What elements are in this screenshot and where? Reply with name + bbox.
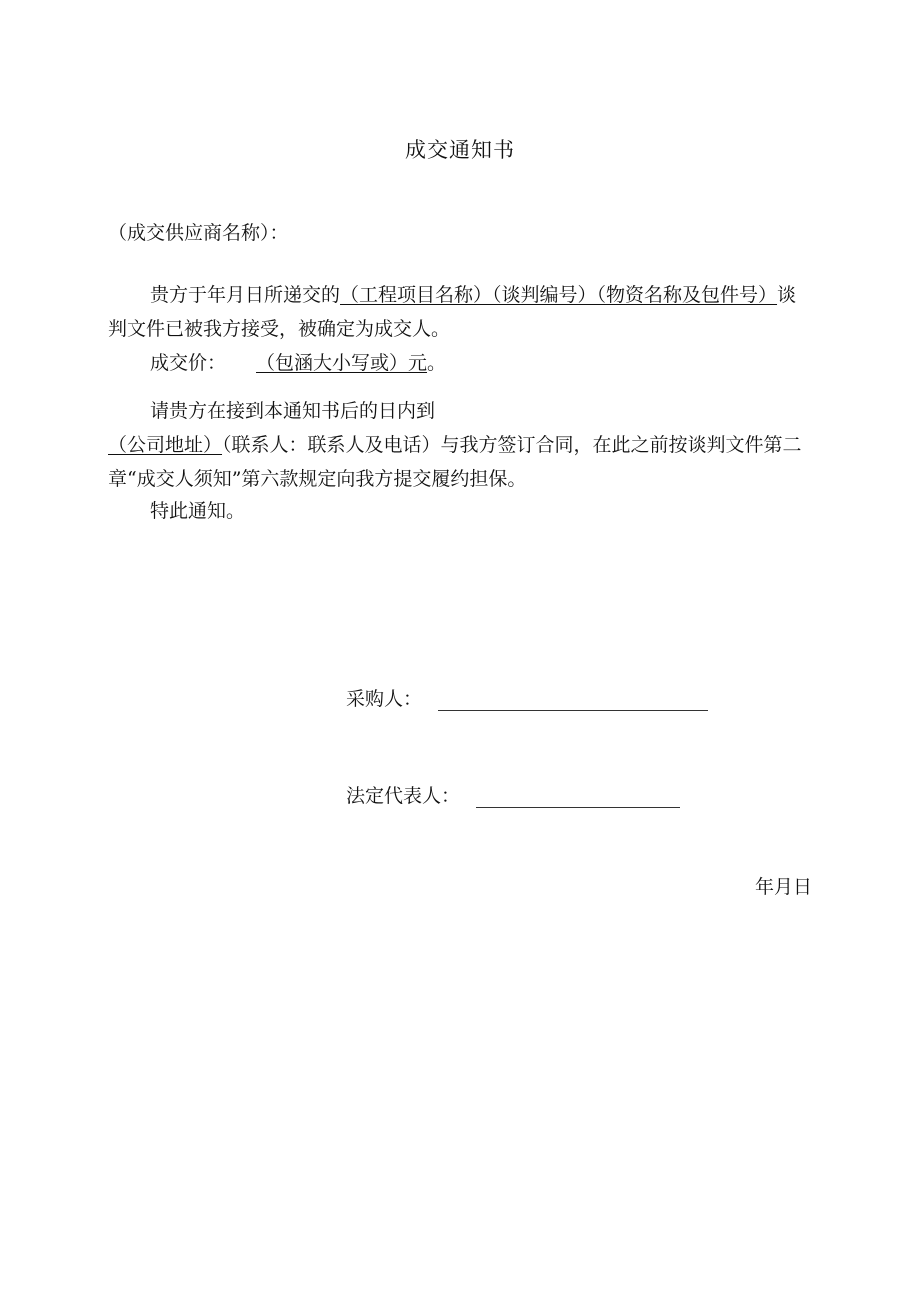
price-paragraph (108, 346, 814, 380)
price-placeholder: （包涵大小写或）元 (256, 352, 428, 374)
addressee: （成交供应商名称）： (108, 222, 289, 244)
closing-paragraph (108, 494, 814, 528)
buyer-label: 采购人： (346, 688, 423, 710)
acceptance-suffix: 谈判文件已被我方接受，被确定为成交人。 (108, 284, 797, 340)
price-label: 成交价： (150, 352, 227, 374)
price-suffix: 。 (427, 352, 447, 374)
representative-signature (346, 781, 680, 808)
contract-line-1: 请贵方在接到本通知书后的日内到 (150, 400, 436, 422)
representative-signature-line (476, 785, 680, 808)
contract-rest: （联系人：联系人及电话）与我方签订合同，在此之前按谈判文件第二章“成交人须知”第六款规定向我方提交履约担保。 (108, 434, 802, 490)
acceptance-prefix: 贵方于年月日所递交的 (150, 284, 341, 306)
representative-label: 法定代表人： (346, 785, 461, 807)
project-placeholder: （工程项目名称）（谈判编号）（物资名称及包件号） (340, 284, 778, 306)
contract-paragraph (108, 394, 814, 496)
buyer-signature (346, 684, 708, 711)
closing-text: 特此通知。 (150, 500, 246, 522)
buyer-signature-line (438, 688, 708, 711)
document-title: 成交通知书 (405, 138, 515, 162)
date-line: 年月日 (754, 876, 812, 898)
address-placeholder: （公司地址） (108, 434, 223, 456)
contract-line-2 (108, 428, 814, 496)
acceptance-paragraph (108, 278, 814, 346)
